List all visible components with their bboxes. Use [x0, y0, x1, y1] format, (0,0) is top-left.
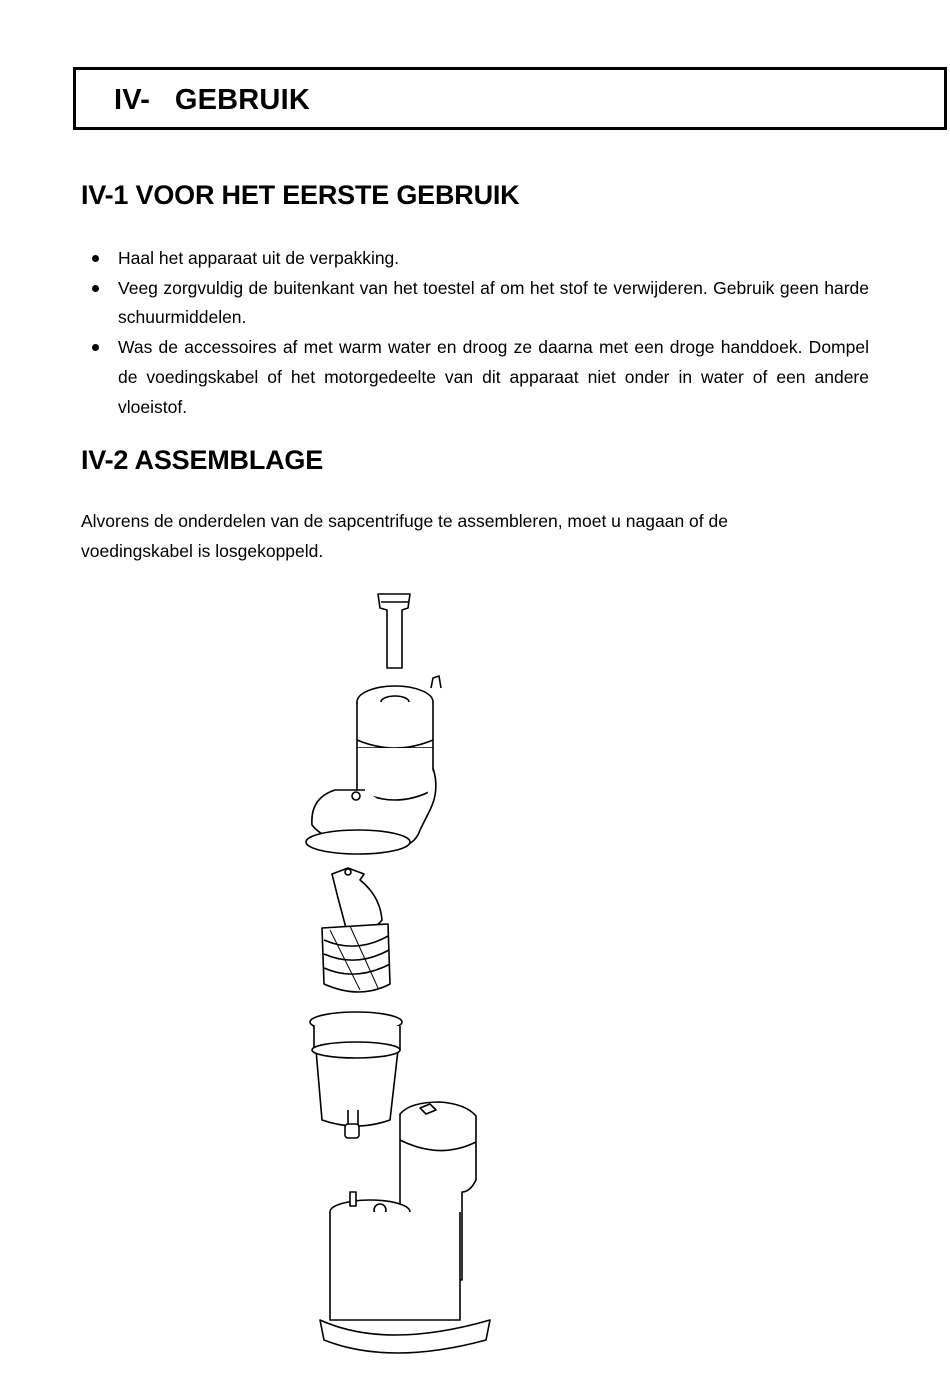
bullet-icon [92, 344, 99, 351]
juicer-exploded-diagram [290, 580, 520, 1355]
bullet-text: Veeg zorgvuldig de buitenkant van het toestel af om het stof te verwijderen. Gebruik geen harde schuurmiddelen. [118, 277, 869, 328]
bullet-text: Haal het apparaat uit de verpakking. [118, 248, 400, 268]
lid-part [306, 676, 441, 854]
paragraph-line: Alvorens de onderdelen van de sapcentrifuge te assembleren, moet u nagaan of de [81, 511, 728, 531]
paragraph-line: voedingskabel is losgekoppeld. [81, 540, 324, 561]
section-title-assembly: IV-2 ASSEMBLAGE [81, 445, 324, 475]
bullet-text: Was de accessoires af met warm water en droog ze daarna met een droge handdoek. Dompel de voedingskabel of het motorgedeelte van dit apparaat niet onder in water of een andere vloeistof. [118, 337, 869, 417]
auger-part [322, 868, 390, 992]
list-item [81, 244, 869, 274]
list-item [81, 274, 869, 333]
chapter-header-box [73, 67, 947, 130]
assembly-paragraph [81, 507, 869, 566]
chapter-title [114, 84, 310, 117]
bowl-part [310, 1012, 402, 1138]
pusher-part [378, 594, 410, 668]
first-use-bullet-list [81, 244, 869, 422]
bullet-icon [92, 255, 99, 262]
bullet-icon [92, 285, 99, 292]
section-title-first-use: IV-1 VOOR HET EERSTE GEBRUIK [81, 180, 520, 210]
list-item [81, 333, 869, 422]
chapter-number: IV- [114, 84, 151, 116]
chapter-name: GEBRUIK [174, 84, 310, 116]
motor-base-part [320, 1102, 490, 1353]
